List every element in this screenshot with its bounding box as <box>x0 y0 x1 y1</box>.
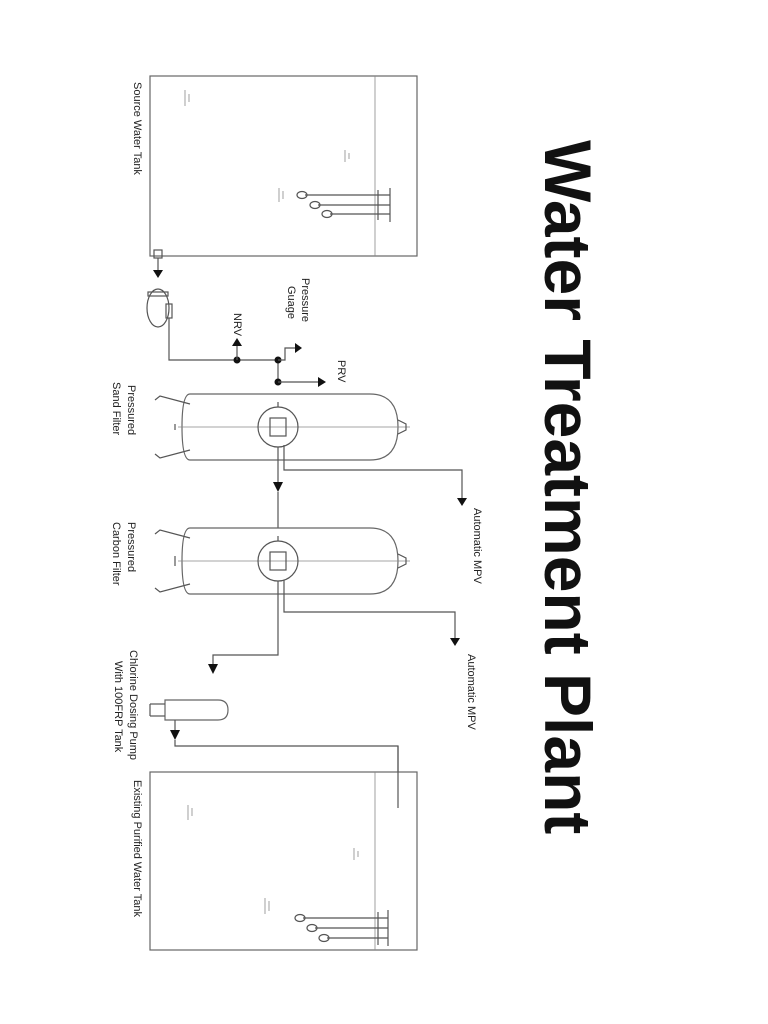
flow-arrow-icon <box>273 482 283 492</box>
carbon-filter <box>110 522 410 594</box>
chlorine-label-2: With 100FRP Tank <box>112 661 124 753</box>
pressure-gauge-label-2: Guage <box>285 286 297 320</box>
flow-arrow-icon <box>170 730 180 740</box>
pump-icon <box>147 289 172 327</box>
flow-arrow-icon <box>153 270 163 278</box>
purified-water-tank <box>131 746 417 950</box>
drain-arrow-icon <box>457 498 467 506</box>
mpv-1-label: Automatic MPV <box>471 508 483 584</box>
drain-arrow-icon <box>450 638 460 646</box>
carbon-filter-label-1: Pressured <box>125 522 137 573</box>
diagram-title: Water Treatment Plant <box>531 140 605 835</box>
sand-filter-label-2: Sand Filter <box>110 382 122 436</box>
pressure-gauge <box>275 278 312 364</box>
source-water-tank <box>131 76 417 256</box>
sand-filter-label-1: Pressured <box>125 385 137 436</box>
flow-arrow-icon <box>208 664 218 674</box>
nrv-valve <box>231 313 243 364</box>
source-tank-label: Source Water Tank <box>131 82 143 175</box>
prv-valve <box>275 360 348 387</box>
carbon-filter-label-2: Carbon Filter <box>110 522 122 586</box>
sand-filter <box>110 382 410 460</box>
chlorine-label-1: Chlorine Dosing Pump <box>127 650 139 761</box>
prv-label: PRV <box>335 360 347 383</box>
nrv-label: NRV <box>231 313 243 337</box>
purified-tank-label: Existing Purified Water Tank <box>131 780 143 917</box>
pressure-gauge-label-1: Pressure <box>299 278 311 323</box>
mpv-2-label: Automatic MPV <box>465 654 477 730</box>
